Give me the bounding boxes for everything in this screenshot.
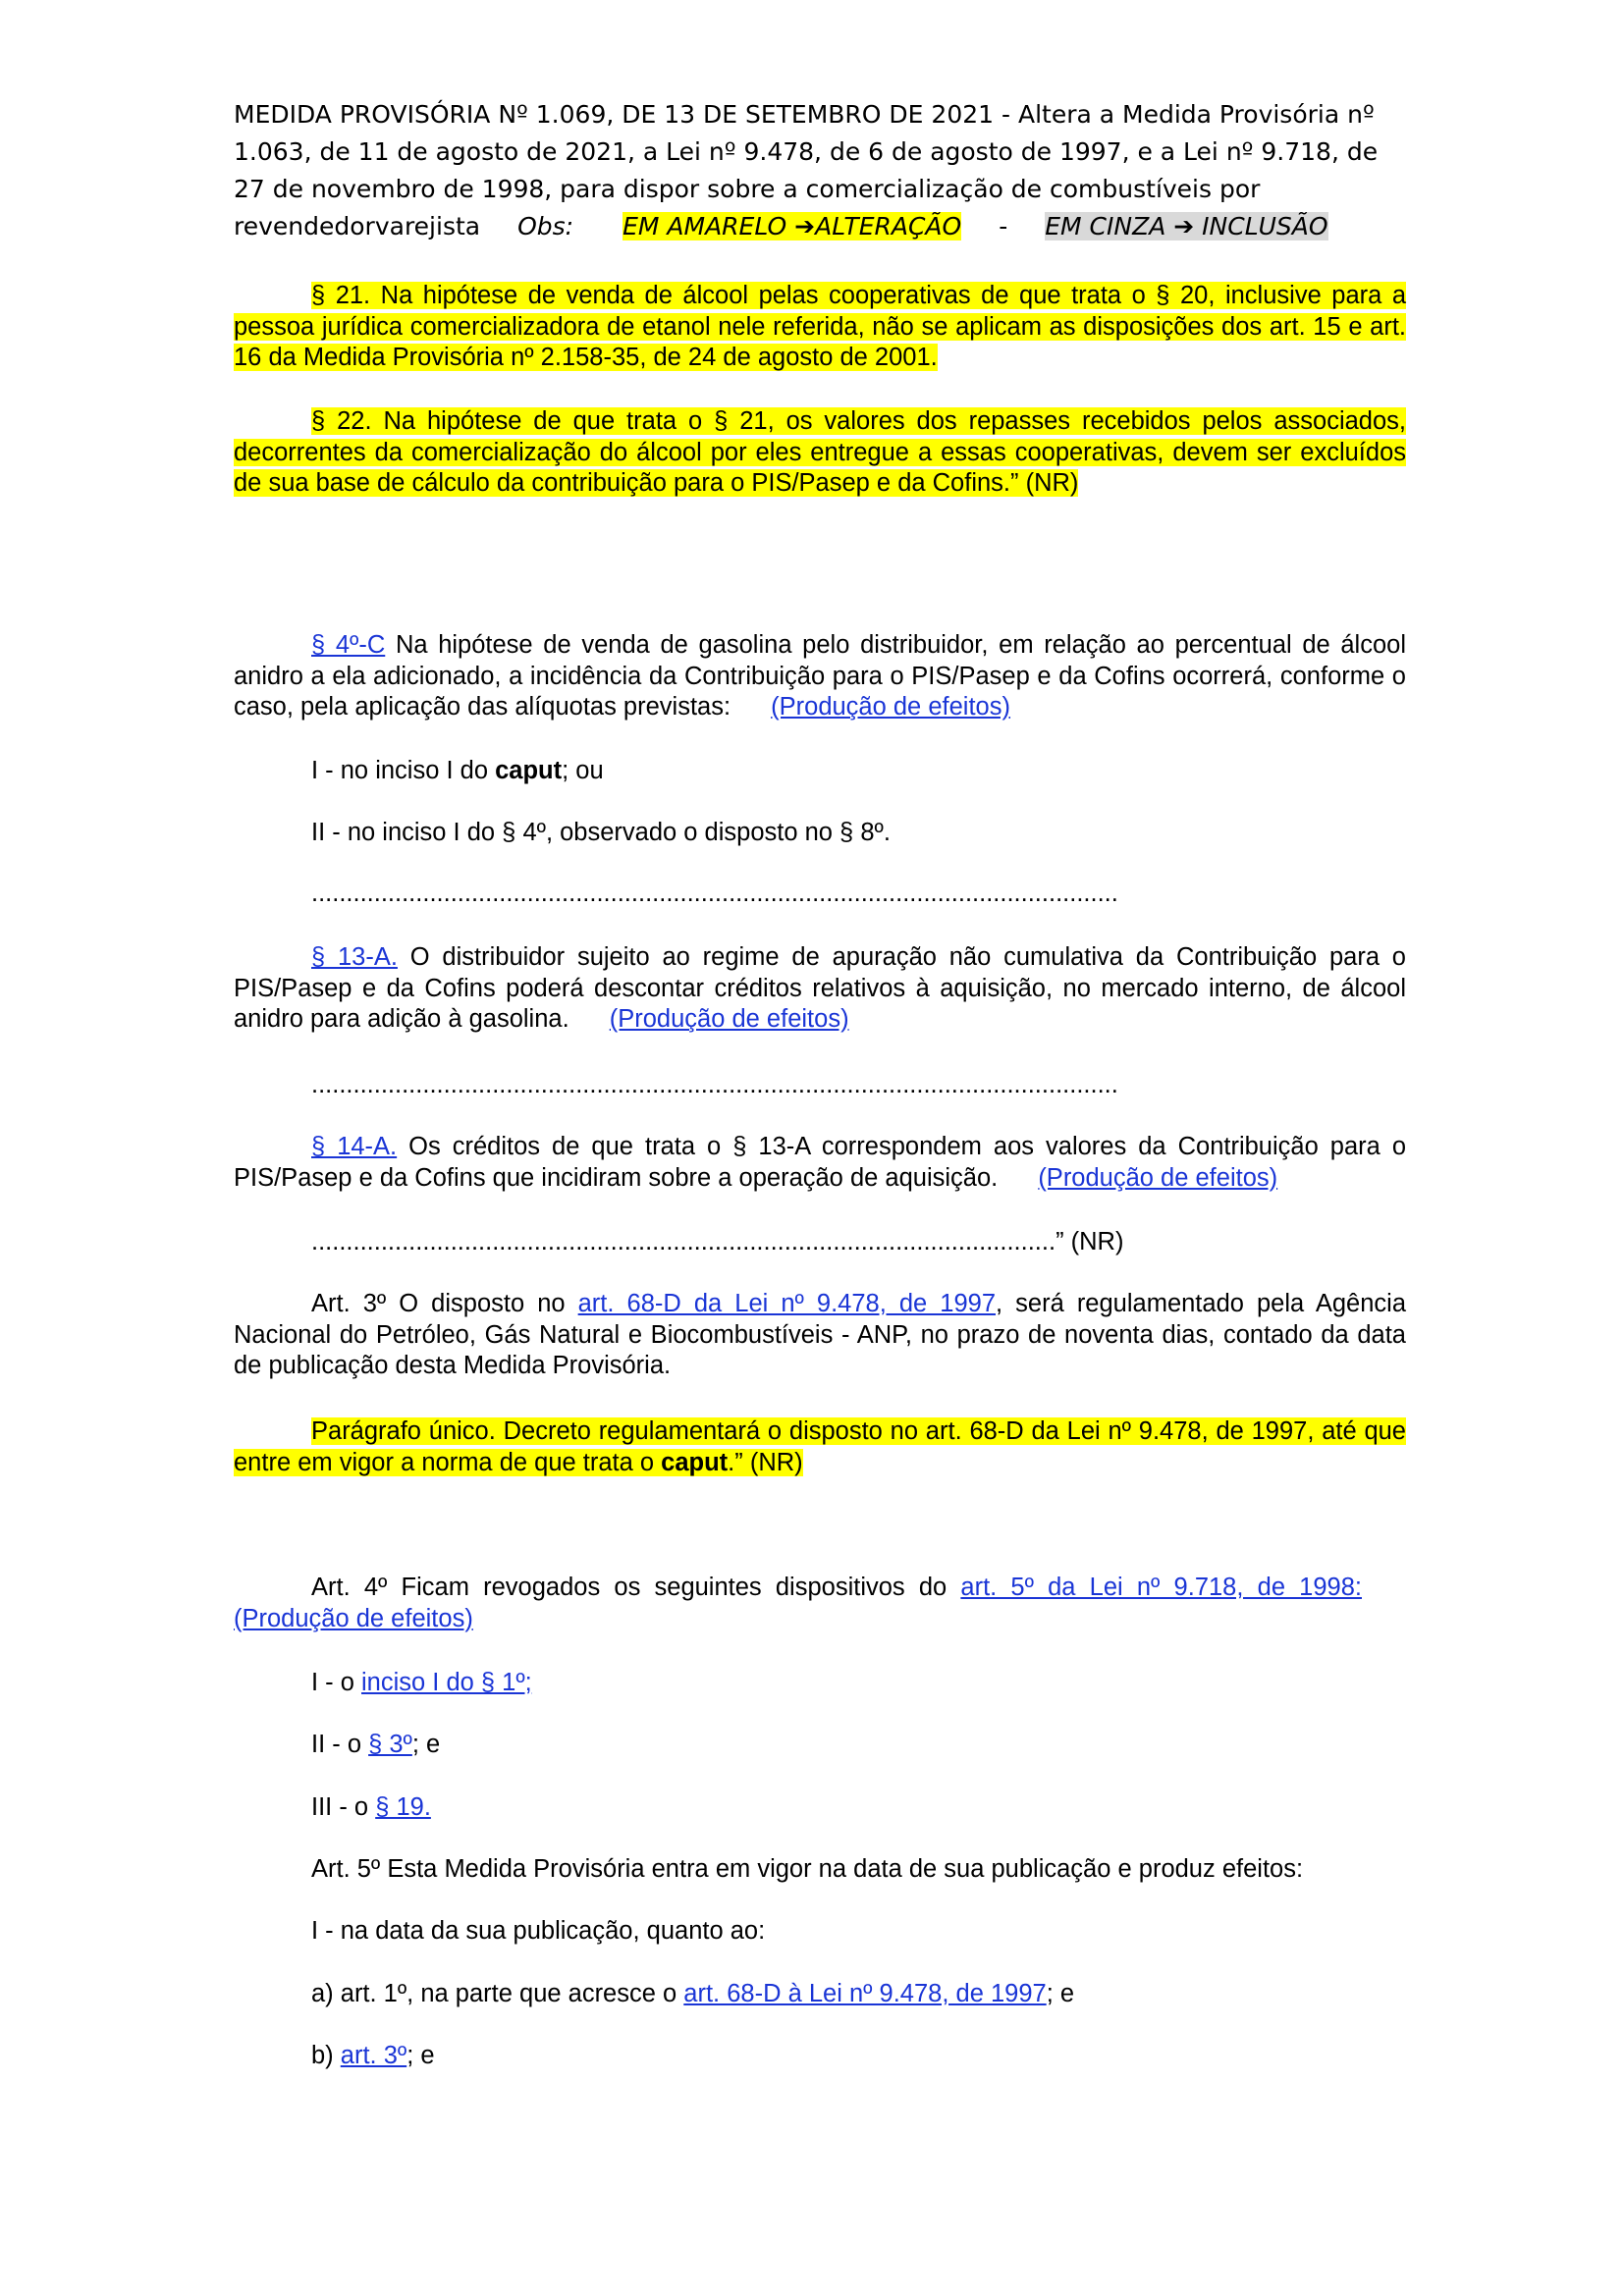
link-art-5-lei-9718[interactable]: art. 5º da Lei nº 9.718, de 1998:: [960, 1574, 1362, 1601]
header-last-word: revendedorvarejista: [234, 212, 481, 240]
document-header: [234, 96, 1412, 245]
paragraph-22: [234, 406, 1406, 500]
paragraph-21-text: § 21. Na hipótese de venda de álcool pelas cooperativas de que trata o § 20, inclusive para a pessoa jurídica comercializadora de etanol nele referida, não se aplicam as disposições dos art. 15 e art. 16 da Medida Provisória nº 2.158-35, de 24 de agosto de 2001.: [234, 282, 1406, 371]
article-4: Art. 4º Ficam revogados os seguintes dispositivos do art. 5º da Lei nº 9.718, de 1998:(Produção de efeitos): [234, 1574, 1362, 1632]
header-obs-row: [234, 208, 1412, 245]
article-5-item-i: I - na data da sua publicação, quanto ao:: [311, 1917, 766, 1945]
link-paragrafo-19[interactable]: § 19.: [375, 1793, 431, 1821]
paragraph-14a: § 14-A. Os créditos de que trata o § 13-A correspondem aos valores da Contribuição para o PIS/Pasep e da Cofins que incidiram sobre a operação de aquisição. (Produção de efeitos): [234, 1133, 1407, 1192]
obs-label: Obs:: [517, 212, 574, 240]
link-4c[interactable]: § 4º-C: [311, 631, 386, 659]
link-art-68d[interactable]: art. 68-D da Lei nº 9.478, de 1997: [577, 1290, 997, 1317]
paragraph-22-text: § 22. Na hipótese de que trata o § 21, os valores dos repasses recebidos pelos associados, decorrentes da comercialização do álcool por eles entregue a essas cooperativas, devem ser excluídos de sua base de cálculo da contribuição para o PIS/Pasep e da Cofins.” (NR): [234, 407, 1406, 497]
article-3: Art. 3º O disposto no art. 68-D da Lei nº 9.478, de 1997, será regulamentado pela Agência Nacional do Petróleo, Gás Natural e Biocombustíveis - ANP, no prazo de noventa dias, contado da data de publicação desta Medida Provisória.: [234, 1290, 1407, 1379]
paragrafo-unico: Parágrafo único. Decreto regulamentará o disposto no art. 68-D da Lei nº 9.478, de 1997, até que entre em vigor a norma de que trata o caput.” (NR): [234, 1417, 1406, 1476]
link-inciso-i[interactable]: inciso I do § 1º;: [361, 1669, 532, 1696]
dots-line: ....................................................................................................................: [311, 880, 1118, 907]
article-4-item-ii: II - o § 3º; e: [311, 1731, 441, 1758]
paragraph-21: [234, 281, 1406, 374]
legend-dash: -: [999, 212, 1008, 240]
link-paragrafo-3[interactable]: § 3º: [368, 1731, 412, 1758]
dots-line-nr: ...........................................................................................................” (NR): [311, 1228, 1124, 1255]
dots-line: ....................................................................................................................: [311, 1071, 1118, 1098]
link-14a[interactable]: § 14-A.: [311, 1133, 398, 1160]
link-producao-efeitos[interactable]: (Produção de efeitos): [1038, 1163, 1278, 1192]
paragraph-13a: § 13-A. O distribuidor sujeito ao regime de apuração não cumulativa da Contribuição para o PIS/Pasep e da Cofins poderá descontar créditos relativos à aquisição, no mercado interno, de álcool anidro para adição à gasolina. (Produção de efeitos): [234, 943, 1406, 1033]
arrow-icon: ➔: [1173, 212, 1195, 240]
article-5-item-b: b) art. 3º; e: [311, 2042, 435, 2069]
paragraph-4c: § 4º-C Na hipótese de venda de gasolina pelo distribuidor, em relação ao percentual de álcool anidro a ela adicionado, a incidência da Contribuição para o PIS/Pasep e da Cofins ocorrerá, conforme o caso, pela aplicação das alíquotas previstas: (Produção de efeitos): [234, 631, 1406, 721]
arrow-icon: ➔: [794, 212, 816, 240]
article-4-item-i: I - o inciso I do § 1º;: [311, 1669, 532, 1696]
article-5: Art. 5º Esta Medida Provisória entra em vigor na data de sua publicação e produz efeitos:: [311, 1855, 1304, 1883]
link-producao-efeitos[interactable]: (Produção de efeitos): [234, 1604, 473, 1632]
link-13a[interactable]: § 13-A.: [311, 943, 398, 971]
link-art-3[interactable]: art. 3º: [340, 2042, 407, 2069]
legend-yellow: EM AMARELO ➔ALTERAÇÃO: [623, 212, 962, 240]
link-producao-efeitos[interactable]: (Produção de efeitos): [609, 1005, 849, 1033]
article-5-item-a: a) art. 1º, na parte que acresce o art. 68-D à Lei nº 9.478, de 1997; e: [311, 1980, 1075, 2007]
article-4-item-iii: III - o § 19.: [311, 1793, 431, 1821]
link-art-68d-lei[interactable]: art. 68-D à Lei nº 9.478, de 1997: [683, 1980, 1047, 2007]
item-ii: II - no inciso I do § 4º, observado o disposto no § 8º.: [311, 819, 891, 846]
legend-grey: EM CINZA ➔ INCLUSÃO: [1045, 212, 1328, 240]
link-producao-efeitos[interactable]: (Produção de efeitos): [771, 693, 1010, 721]
header-title: MEDIDA PROVISÓRIA Nº 1.069, DE 13 DE SETEMBRO DE 2021 - Altera a Medida Provisória nº 1.063, de 11 de agosto de 2021, a Lei nº 9.478, de 6 de agosto de 1997, e a Lei nº 9.718, de 27 de novembro de 1998, para dispor sobre a comercialização de combustíveis por: [234, 100, 1379, 203]
item-i-caput: I - no inciso I do caput; ou: [311, 757, 604, 784]
